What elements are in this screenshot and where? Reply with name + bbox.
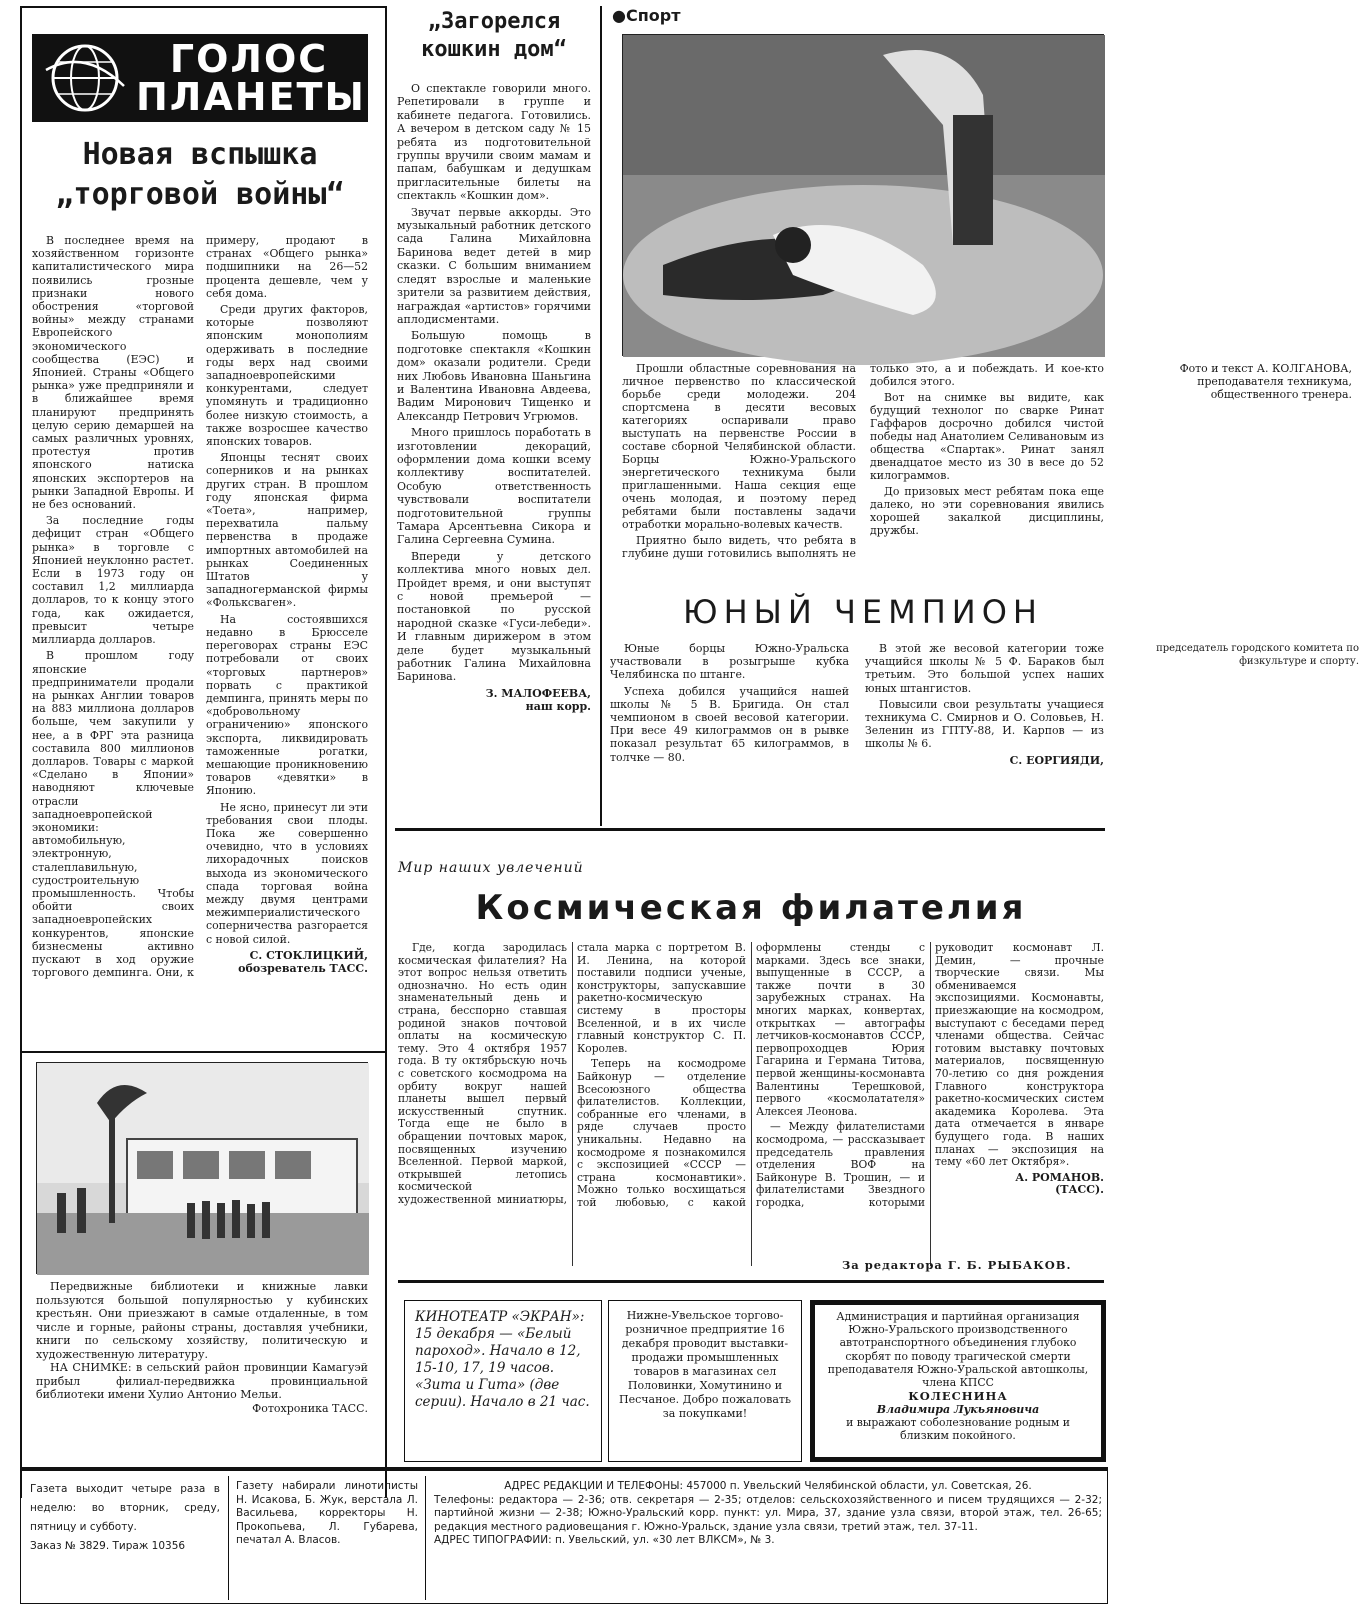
article-title xyxy=(32,135,368,215)
library-photo-caption xyxy=(36,1280,368,1415)
left-column-divider xyxy=(385,6,387,1498)
photo-credit: Фото и текст А. КОЛГАНОВА, преподавателя техникума, общественного тренера. xyxy=(1179,362,1352,401)
footer-printing: АДРЕС ТИПОГРАФИИ: п. Увельский, ул. «30 лет ВЛКСМ», № 3. xyxy=(434,1534,775,1547)
footer-col-divider xyxy=(425,1476,426,1600)
paragraph: — Между филателистами космодрома, — рассказывает председатель правления отделения ВОФ на Байконуре В. Трошин, — и филателистами Звездного городка, которыми руководит космонавт Л. Демин, — прочные творческие связи. Мы обмениваемся экспозициями. Космонавты, приезжающие на космодром, выступают с беседами перед членами общества. Сейчас готовим выставку почтовых материалов, посвященную 70-летию со дня рождения Главного конструктора ракетно-космических систем академика Королева. Эта дата отмечается в январе будущего года. В наших планах — экспозиция на тему «60 лет Октября». xyxy=(756,941,1104,1209)
philately-title: Космическая филателия xyxy=(475,888,1027,928)
footer-col-divider xyxy=(228,1476,229,1600)
cinema-ad xyxy=(404,1300,602,1462)
photo-placeholder-icon xyxy=(623,35,1105,357)
signature-name: С. СТОКЛИЦКИЙ, xyxy=(249,948,368,962)
trade-war-article-body xyxy=(32,234,368,1049)
footer-schedule-text: Газета выходит четыре раза в неделю: во вторник, среду, пятницу и субботу. xyxy=(30,1483,220,1533)
theatre-article-body xyxy=(397,82,591,714)
library-bus-photo xyxy=(36,1062,368,1274)
signature-role: (ТАСС). xyxy=(1055,1183,1104,1197)
rubric-banner xyxy=(32,34,368,122)
signature-role: обозреватель ТАСС. xyxy=(238,961,368,975)
philately-signature xyxy=(935,1172,1104,1197)
photo-placeholder-icon xyxy=(37,1063,369,1275)
footer-address-title: АДРЕС РЕДАКЦИИ И ТЕЛЕФОНЫ: xyxy=(504,1480,684,1492)
footer-address-line xyxy=(434,1480,1102,1494)
divider xyxy=(398,1280,1104,1283)
paragraph: На состоявшихся недавно в Брюсселе переговорах страны ЕЭС потребовали от своих «торговых партнеров» порвать с практикой демпинга, принять меры по «добровольному ограничению» японского экспорта, ликвидировать таможенные рогатки, мешающие проникновению товаров «девятки» в Японию. xyxy=(206,612,368,798)
champion-title: ЮНЫЙ ЧЕМПИОН xyxy=(683,593,1043,631)
paragraph: Не ясно, принесут ли эти требования свои плоды. Пока же совершенно очевидно, что в условиях лихорадочных поисков выхода из экономического спада торговая война между двумя центрами межимпериалистического соперничества разгорается с новой силой. xyxy=(206,800,368,946)
footer-order: Заказ № 3829. Тираж 10356 xyxy=(30,1540,186,1552)
sport-article-body xyxy=(622,362,1352,560)
paragraph: Приятно было видеть, что ребята в глубине души готовились выполнять не только это, а и побеждать. И кое-кто добился этого. xyxy=(622,362,1104,560)
footer-address: 457000 п. Увельский Челябинской области, ул. Советская, 26. xyxy=(686,1480,1032,1492)
paragraph: Теперь на космодроме Байконур — отделение Всесоюзного общества филателистов. Коллекции, собранные его членами, в ряде случаев просто уникальны. Недавно на космодроме я познакомился с экспозицией «СССР — страна космонавтики». Можно только восхищаться той любовью, с какой оформлены стенды с марками. Здесь все знаки, выпущенные в СССР, а также почти в 30 зарубежных странах. На многих марках, конвертах, открытках — автографы летчиков-космонавтов СССР, первопроходцев Юрия Гагарина и Германа Титова, первой женщины-космонавта Валентины Терешковой, первого «космолатателя» Алексея Леонова. xyxy=(577,941,925,1209)
champion-article-body xyxy=(610,642,1359,787)
paragraph: В этой же весовой категории тоже учащийся школы № 5 Ф. Бараков был третьим. Это большой успех наших юных штангистов. xyxy=(865,642,1104,695)
footer-phones: Телефоны: редактора — 2-36; отв. секретаря — 2-35; отделов: сельскохозяйственного и писем трудящихся — 2-32; партийной жизни — 2-38; Южно-Уральский корр. пункт: ул. Мира, 37, здание узла связи, второй этаж, тел. 26-65; редакция местного радиовещания г. Южно-Уральск, здание узла связи, третий этаж, тел. 37-11. xyxy=(434,1493,1102,1533)
paragraph: За последние годы дефицит стран «Общего рынка» в торговле с Японией неуклонно растет. Если в 1973 году он составил 1,2 миллиарда долларов, то к концу этого года, как ожидается, превысит четыре миллиарда долларов. xyxy=(32,514,194,647)
condolence-name-2: Владимира Лукьяновича xyxy=(876,1403,1040,1417)
middle-column-divider xyxy=(600,6,602,826)
sport-rubric-label: Спорт xyxy=(625,6,681,25)
champion-signature-role: председатель городского комитета по физкультуре и спорту. xyxy=(1156,643,1359,668)
article-signature xyxy=(206,949,368,975)
theatre-signature xyxy=(397,687,591,714)
paragraph: Японцы теснят своих соперников и на рынках других стран. В прошлом году японская фирма «Тоета», например, перехватила пальму первенства в продаже импортных автомобилей на рынках Соединенных Штатов у западногерманской фирмы «Фольксваген». xyxy=(206,451,368,610)
theatre-title-line2: кошкин дом“ xyxy=(421,37,567,62)
champion-signature: С. ЕОРГИЯДИ, xyxy=(1009,753,1104,767)
condolence-text: Администрация и партийная организация Южно-Уральского производственного автотранспортного объединения глубоко скорбят по поводу трагической смерти преподавателя Южно-Уральской автошколы, члена КПСС xyxy=(827,1310,1089,1390)
cinema-ad-text: КИНОТЕАТР «ЭКРАН»: 15 декабря — «Белый пароход». Начало в 12, 15-10, 17, 19 часов. «Зита и Гита» (две серии). Начало в 21 час. xyxy=(415,1309,590,1410)
globe-icon xyxy=(40,36,130,120)
paragraph: Повысили свои результаты учащиеся техникума С. Смирнов и О. Соловьев, Н. Зеленин из ГПТУ-88, И. Карпов — из школы № 6. xyxy=(865,697,1104,751)
paragraph: Где, когда зародилась космическая филателия? На этот вопрос нельзя ответить однозначно. Но есть один знаменательный день и страна, бесспорно ставшая родиной знаков почтовой оплаты на космическую тему. Это 4 октября 1957 года. В ту октябрьскую ночь с советского космодрома на орбиту вокруг нашей планеты вышел первый искусственный спутник. Тогда еще не было в обращении почтовых марок, посвященных изучению Вселенной. Первой маркой, открывшей летопись космической художественной миниатюры, стала марка с портретом В. И. Ленина, на которой поставили подписи ученые, конструкторы, запускавшие ракетно-космическую систему в просторы Вселенной, и в их числе главный конструктор С. П. Королев. xyxy=(398,941,746,1206)
theatre-title-line1: „Загорелся xyxy=(427,9,561,34)
paragraph: Много пришлось поработать в изготовлении декораций, оформлении дома кошки всему коллективу воспитателей. Особую ответственность чувствовали воспитатели подготовительной группы Тамара Арсентьевна Сикора и Галина Сергеевна Сумина. xyxy=(397,426,591,547)
article-title-line2: „торговой войны“ xyxy=(55,177,345,212)
divider xyxy=(20,1051,387,1053)
paragraph: Впереди у детского коллектива много новых дел. Пройдет время, и они выступят с новой премьерой — постановкой по русской народной сказке «Гуси-лебеди». И главным дирижером в этом деле будет музыкальный работник Галина Михайловна Баринова. xyxy=(397,549,591,684)
left-top-border xyxy=(20,6,387,8)
caption-text-2: НА СНИМКЕ: в сельский район провинции Камагуэй прибыл филиал-передвижка провинциальной библиотеки имени Хулио Антонио Мельи. xyxy=(36,1361,368,1401)
paragraph: Вот на снимке вы видите, как будущий технолог по сварке Ринат Гаффаров досрочно добился чистой победы над Анатолием Селивановым из общества «Спартак». Ринат занял двенадцатое место из 30 в весе до 52 килограммов. xyxy=(870,391,1104,482)
trade-ad-text: Нижне-Увельское торгово-розничное предприятие 16 декабря проводит выставки-продажи промышленных товаров в магазинах сел Половинки, Хомутинино и Песчаное. Добро пожаловать за покупками! xyxy=(619,1309,791,1420)
footer-typesetting: Газету набирали линотиписты Н. Исакова, Б. Жук, верстала Л. Васильева, корректоры Н. Прокопьева, Л. Губарева, печатал А. Власов. xyxy=(236,1480,418,1546)
paragraph: До призовых мест ребятам пока еще далеко, но эти соревнования явились хорошей закалкой дисциплины, дружбы. xyxy=(870,485,1104,537)
philately-rubric: Мир наших увлечений xyxy=(398,860,584,876)
paragraph: В прошлом году японские предприниматели продали на рынках Англии товаров на 883 миллиона долларов больше, чем закупили у нее, а в ФРГ эта разница составила 800 миллионов долларов. Товары с маркой «Сделано в Японии» наводняют ключевые отрасли западноевропейской экономики: автомобильную, электронную, сталеплавильную, судостроительную промышленность. Чтобы обойти своих западноевропейских конкурентов, японские бизнесмены активно пускают в ход оружие торгового демпинга. Они, к примеру, продают в странах «Общего рынка» подшипники на 26—52 процента дешевле, чем у себя дома. xyxy=(32,234,368,980)
trade-ad xyxy=(608,1300,802,1462)
condolence-notice xyxy=(810,1300,1106,1462)
section-divider xyxy=(395,828,1105,831)
theatre-title xyxy=(396,8,592,64)
signature-name: З. МАЛОФЕЕВА, xyxy=(485,686,591,700)
paragraph: Звучат первые аккорды. Это музыкальный работник детского сада Галина Михайловна Баринова ведет детей в мир сказки. С большим вниманием следят взрослые и маленькие зрители за развитием действия, награждая «артистов» горячими аплодисментами. xyxy=(397,205,591,326)
paragraph: Большую помощь в подготовке спектакля «Кошкин дом» оказали родители. Среди них Любовь Ивановна Шаньгина и Валентина Ивановна Авдеева, Вадим Миронович Тищенко и Александр Петрович Угрюмов. xyxy=(397,329,591,423)
paragraph: Среди других факторов, которые позволяют японским монополиям одерживать в последние годы верх над своими западноевропейскими конкурентами, следует упомянуть и традиционно более низкую стоимость, а также возросшее качество японских товаров. xyxy=(206,303,368,449)
condolence-tail: и выражают соболезнование родным и близким покойного. xyxy=(846,1416,1070,1443)
paragraph: В последнее время на хозяйственном горизонте капиталистического мира появились грозные признаки нового обострения «торговой войны» между странами Европейского экономического сообщества (ЕЭС) и Японией. Страны «Общего рынка» уже предприняли и в ближайшее время планируют предпринять целую серию демаршей на самых различных уровнях, протестуя против японского натиска японских экспортеров на рынки Западной Европы. И не без оснований. xyxy=(32,234,194,512)
paragraph: Юные борцы Южно-Уральска участвовали в розыгрыше кубка Челябинска по штанге. xyxy=(610,642,849,682)
footer-address-block xyxy=(434,1480,1102,1548)
editor-line: За редактора Г. Б. РЫБАКОВ. xyxy=(842,1258,1072,1272)
paragraph: Прошли областные соревнования на личное первенство по классической борьбе среди молодежи. 204 спортсмена в десяти весовых категориях оспаривали право выступать на первенстве России в составе сборной Челябинской области. Борцы Южно-Уральского энергетического техникума были приглашенными. Наша секция еще очень молодая, и поэтому перед ребятами были поставлены задачи отработки морально-волевых качеств. xyxy=(622,362,856,531)
condolence-name: КОЛЕСНИНА xyxy=(908,1389,1008,1404)
paragraph: О спектакле говорили много. Репетировали в группе и кабинете педагога. Готовились. А вечером в детском саду № 15 ребята из подготовительной группы вручили своим мамам и папам, бабушкам и дедушкам пригласительные билеты на спектакль «Кошкин дом». xyxy=(397,82,591,203)
article-title-line1: Новая вспышка xyxy=(82,137,318,172)
footer-schedule xyxy=(30,1480,220,1556)
philately-article-body xyxy=(398,942,1104,1266)
photo-credit: Фотохроника ТАСС. xyxy=(252,1401,368,1415)
sport-rubric xyxy=(612,6,680,25)
signature-role: наш корр. xyxy=(525,700,591,714)
wrestling-photo xyxy=(622,34,1104,356)
paragraph: Успеха добился учащийся нашей школы № 5 В. Бригида. Он стал чемпионом в своей весовой категории. При весе 49 килограммов он в рывке показал результат 65 килограммов, в толчке — 80. xyxy=(610,684,849,764)
rubric-title: ГОЛОС ПЛАНЕТЫ xyxy=(136,37,366,119)
signature-name: А. РОМАНОВ. xyxy=(1015,1170,1104,1184)
bullet-icon: ● xyxy=(612,6,626,25)
caption-text: Передвижные библиотеки и книжные лавки пользуются большой популярностью у кубинских крестьян. Они приезжают в самые отдаленные, в том числе и горные, районы страны, доставляя учебники, книги по сельскому хозяйству, политическую и художественную литературу. xyxy=(36,1280,368,1361)
left-border xyxy=(20,6,22,1498)
